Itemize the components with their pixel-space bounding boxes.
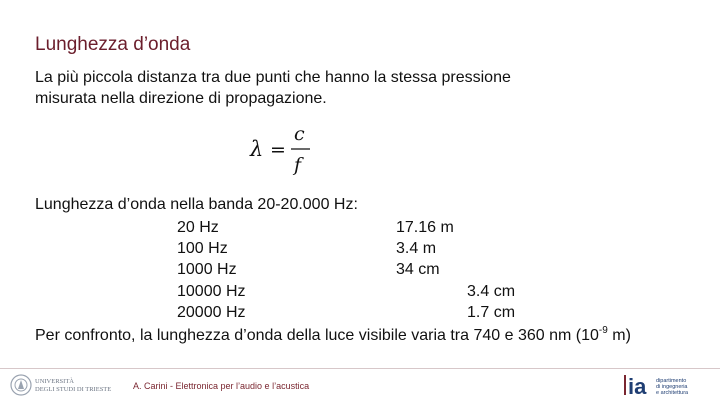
formula-lambda: λ (250, 137, 264, 161)
row-wavelength-20: 17.16 m (396, 219, 454, 236)
comparison-text (35, 325, 631, 345)
comparison-prefix: Per confronto, la lunghezza d’onda della luce visibile varia tra 740 e 360 nm (10 (35, 327, 599, 344)
comparison-exponent: -9 (598, 325, 608, 336)
svg-text:di ingegneria: di ingegneria (656, 384, 688, 390)
row-wavelength-20000: 1.7 cm (467, 304, 516, 321)
row-freq-1000: 1000 Hz (177, 261, 237, 278)
row-freq-100: 100 Hz (177, 240, 228, 257)
formula-numerator: c (294, 123, 305, 145)
comparison-suffix: m) (607, 327, 631, 344)
svg-text:UNIVERSITÀ: UNIVERSITÀ (35, 378, 74, 385)
svg-text:dipartimento: dipartimento (656, 378, 687, 384)
university-logo (10, 373, 122, 397)
wavelength-formula (248, 122, 318, 178)
row-wavelength-1000: 34 cm (396, 261, 440, 278)
formula-denominator: f (294, 154, 302, 176)
definition-line-2: misurata nella direzione di propagazione. (35, 90, 327, 107)
svg-text:DEGLI STUDI DI TRIESTE: DEGLI STUDI DI TRIESTE (35, 386, 112, 393)
row-wavelength-100: 3.4 m (396, 240, 437, 257)
definition-line-1: La più piccola distanza tra due punti che hanno la stessa pressione (35, 69, 511, 86)
footer-divider (0, 368, 720, 369)
row-freq-20000: 20000 Hz (177, 304, 246, 321)
formula-equals: = (270, 139, 286, 161)
slide-title: Lunghezza d’onda (35, 34, 191, 55)
definition-text (35, 67, 511, 109)
svg-text:ia: ia (628, 374, 647, 399)
band-heading: Lunghezza d’onda nella banda 20-20.000 Hz: (35, 196, 358, 213)
row-freq-20: 20 Hz (177, 219, 219, 236)
footer-author: A. Carini - Elettronica per l’audio e l’acustica (133, 381, 310, 391)
row-wavelength-10000: 3.4 cm (467, 283, 516, 300)
department-logo (622, 373, 714, 399)
svg-text:e architettura: e architettura (656, 390, 689, 396)
row-freq-10000: 10000 Hz (177, 283, 246, 300)
